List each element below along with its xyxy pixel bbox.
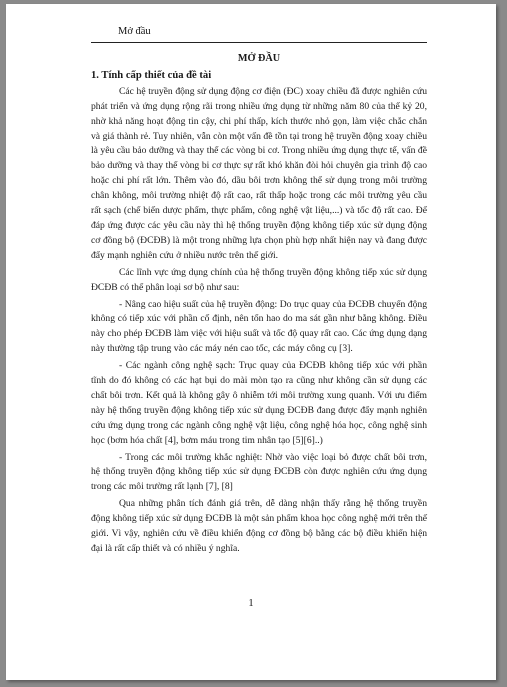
running-header: Mở đầu — [118, 26, 151, 37]
document-page — [6, 4, 496, 680]
paragraph: - Trong các môi trường khắc nghiệt: Nhờ vào việc loại bỏ được chất bôi trơn, hệ thống truyền động không tiếp xúc sử dụng ĐCĐB còn được nghiên cứu ứng dụng trong các môi trường rất lạnh [7], [8] — [91, 451, 427, 493]
chapter-title: MỞ ĐẦU — [237, 53, 281, 64]
section-heading: 1. Tính cấp thiết của đề tài — [91, 69, 212, 81]
header-divider — [91, 42, 427, 43]
paragraph: Qua những phân tích đánh giá trên, dễ dàng nhận thấy rằng hệ thống truyền động không tiếp xúc sử dụng ĐCĐB là một sản phẩm khoa học công nghệ mới trên thế giới. Vì vậy, nghiên cứu về điều khiển động cơ đồng bộ bằng các bộ điều khiển hiện đại là rất cấp thiết và có nhiều ý nghĩa. — [91, 498, 427, 554]
paragraph: - Các ngành công nghệ sạch: Trục quay của ĐCĐB không tiếp xúc với phần tĩnh do đó không có các hạt bụi do mài mòn tạo ra cũng như không cần sử dụng các chất bôi trơn. Kết quả là không gây ô nhiễm tới môi trường xung quanh. Với ưu điểm này hệ thống truyền động không tiếp xúc sử dụng ĐCĐB đang được đẩy mạnh nghiên cứu ứng dụng trong các ngành công nghệ vật liệu, công nghệ hóa học, công nghệ sinh học (bơm hóa chất [4], bơm máu trong tim nhân tạo [5][6]..) — [91, 360, 427, 446]
paragraph: - Nâng cao hiệu suất của hệ truyền động: Do trục quay của ĐCĐB chuyển động không có tiếp xúc với phần cố định, nên tổn hao do ma sát gần như bằng không. Điều này cho phép ĐCĐB làm việc với hiệu suất và tốc độ quay rất cao. Các ứng dụng dạng này thường tập trung vào các máy nén cao tốc, các máy công cụ [3]. — [91, 298, 427, 355]
page-number: 1 — [248, 598, 254, 609]
page-content — [91, 52, 427, 559]
paragraph: Các hệ truyền động sử dụng động cơ điện (ĐC) xoay chiều đã được nghiên cứu phát triển và ứng dụng rộng rãi trong nhiều ứng dụng từ những năm 80 của thế kỷ 20, nhờ khả năng hoạt động tin cậy, chi phí thấp, kích thước nhỏ gọn, làm việc chắc chắn và giá thành rẻ. Tuy nhiên, vẫn còn một vấn đề tồn tại trong hệ truyền động xoay chiều là yêu cầu bảo dưỡng và thay thế các vòng bi cơ. Trong nhiều ứng dụng thực tế, vấn đề bảo dưỡng và thay thế vòng bi cơ thực sự rất khó khăn đòi hỏi chuyên gia trình độ cao hoặc chi phí rất lớn. Thêm vào đó, dầu bôi trơn không thể sử dụng trong môi trường chân không, môi trường nhiệt độ rất cao, rất thấp hoặc trong các môi trường yêu cầu rất sạch (chế biến dược phẩm, thực phẩm, công nghệ vật liệu,...) và tốc độ rất cao. Để đáp ứng được các yêu cầu này thì hệ thống truyền động không tiếp xúc sử dụng động cơ đồng bộ (ĐCĐB) là một trong những lựa chọn phù hợp nhất hiện nay và đang được đẩy mạnh nghiên cứu ở nhiều nước trên thế giới. — [91, 85, 427, 261]
paragraph: Các lĩnh vực ứng dụng chính của hệ thống truyền động không tiếp xúc sử dụng ĐCĐB có thể phân loại sơ bộ như sau: — [91, 266, 427, 293]
